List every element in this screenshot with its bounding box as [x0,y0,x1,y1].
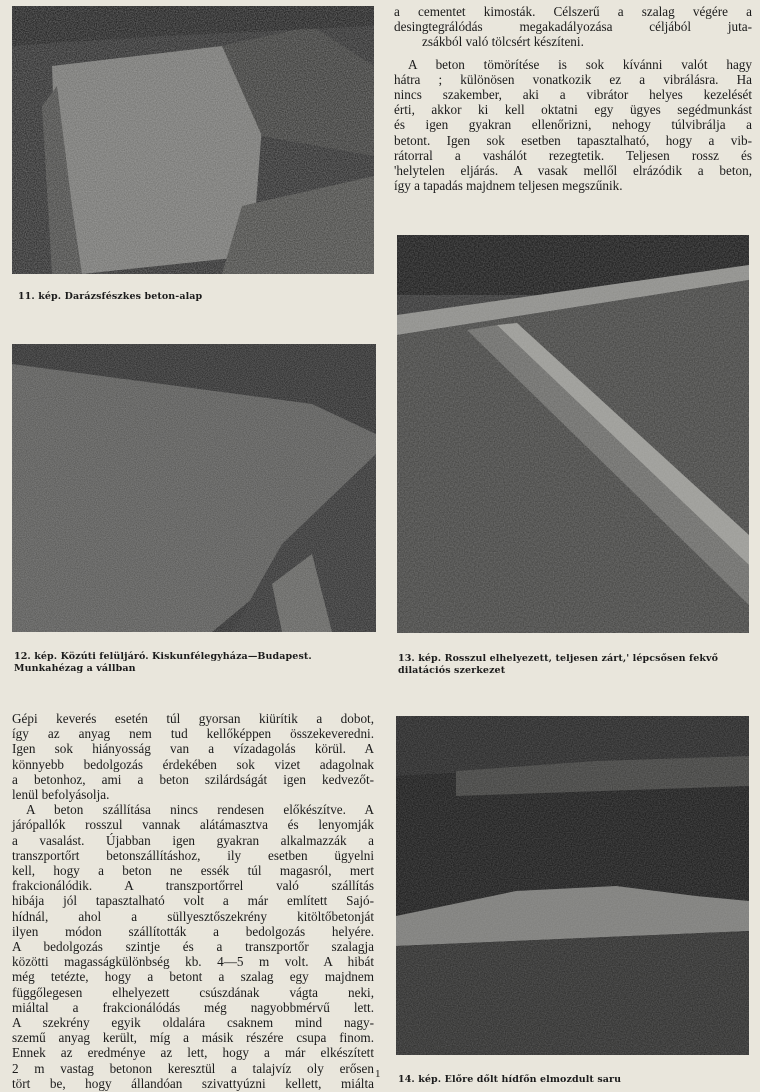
text-line: ilyen módon szállították a bedolgozás helyére. [12,923,374,939]
text-line: közötti magasságkülönbség kb. 4—5 m volt. A hibát [12,954,374,970]
figure-13-photo [397,235,749,633]
text-line: miáltal a frakcionálódás még nagyobbmérvű lett. [12,999,374,1015]
text-line: kell, hogy a beton ne essék túl magasról, mert [12,863,374,879]
text-line: könnyebb bedolgozás érdekében sok vizet adagolnak [12,756,374,772]
text-line: desingtegrálódás megakadályozása céljából juta- [394,19,752,35]
text-line: tört be, hogy állandóan szivattyúzni kellett, miálta [12,1075,374,1091]
text-line: transzportőrt betonszállításhoz, ily esetben ügyelni [12,847,374,863]
text-block-top-right [394,4,752,193]
text-line: A szekrény egyik oldalára csaknem mind nagy- [12,1015,374,1031]
text-line: hibája jól tapasztalható volt a már említett Sajó- [12,893,374,909]
text-line: függőlegesen elhelyezett csúszdának vágta neki, [12,984,374,1000]
text-line: 2 m vastag betonon keresztül a talajvíz oly erősen [12,1060,374,1076]
text-line: és igen gyakran ellenőrizni, nehogy túlvibrálja a [394,117,752,133]
text-line: érti, akkor ki kell oktatni egy ügyes segédmunkást [394,102,752,118]
text-line: Igen sok hiányosság van a vízadagolás körül. A [12,741,374,757]
text-line: rátorral a vashálót rezegtetik. Teljesen rossz és [394,147,752,163]
text-line: lenül befolyásolja. [12,787,110,803]
text-line: betont. Igen sok esetben tapasztalható, hogy a vib- [394,132,752,148]
figure-13-caption [398,653,718,677]
text-block-bottom-left [12,711,374,1091]
text-line: nincs szakember, aki a vibrátor helyes kezelését [394,87,752,103]
text-line: A beton szállítása nincs rendesen előkészítve. A [26,802,374,818]
text-line: Ennek az eredménye az lett, hogy a már elkészített [12,1045,374,1061]
figure-13-caption-line: 13. kép. Rosszul elhelyezett, teljesen zárt,' lépcsősen fekvő [398,653,719,664]
figure-11-photo [12,6,374,274]
figure-12-caption [14,651,312,675]
text-line: hátra ; különösen vonatkozik ez a vibrálásra. Ha [394,71,752,87]
text-line: járópallók rosszul vannak alátámasztva és lenyomják [12,817,374,833]
text-line: még tetézte, hogy a betont a szalag egy majdnem [12,969,374,985]
text-line: frakcionálódik. A transzportőrrel való szállítás [12,878,374,894]
text-line: a vasalást. Újabban igen gyakran alkalmazzák a [12,832,374,848]
text-line: Gépi keverés esetén túl gyorsan kiürítik a dobot, [12,711,374,726]
figure-11-caption: 11. kép. Darázsfészkes beton-alap [18,291,203,302]
text-line: a cementet kimosták. Célszerű a szalag végére a [394,4,752,19]
text-line: A bedolgozás szintje és a transzportőr szalagja [12,939,374,955]
text-line: szemű anyag került, míg a másik részére csupa finom. [12,1030,374,1046]
text-line: hídnál, ahol a süllyesztőszekrény kitöltőbetonját [12,908,374,924]
text-line: A beton tömörítése is sok kívánni valót hagy [408,56,752,72]
figure-12-photo [12,344,376,632]
figure-12-caption-line: Munkahézag a vállban [14,663,136,674]
figure-14-photo [396,716,749,1055]
figure-12-caption-line: 12. kép. Közúti felüljáró. Kiskunfélegyháza—Budapest. [14,651,312,662]
figure-14-caption: 14. kép. Előre dőlt hídfőn elmozdult saru [398,1074,622,1085]
page-marker: 1 [375,1068,381,1080]
text-line: 'helytelen eljárás. A vasak mellől elrázódik a beton, [394,163,752,179]
text-line: így a tapadás majdnem teljesen megszűnik. [394,178,623,194]
figure-13-caption-line: dilatációs szerkezet [398,665,506,676]
text-line: így az anyag nem tud kellőképpen összekeveredni. [12,726,374,742]
text-line: zsákból való tölcsért készíteni. [422,34,584,50]
text-line: a betonhoz, ami a beton szilárdságát igen kedvezőt- [12,771,374,787]
